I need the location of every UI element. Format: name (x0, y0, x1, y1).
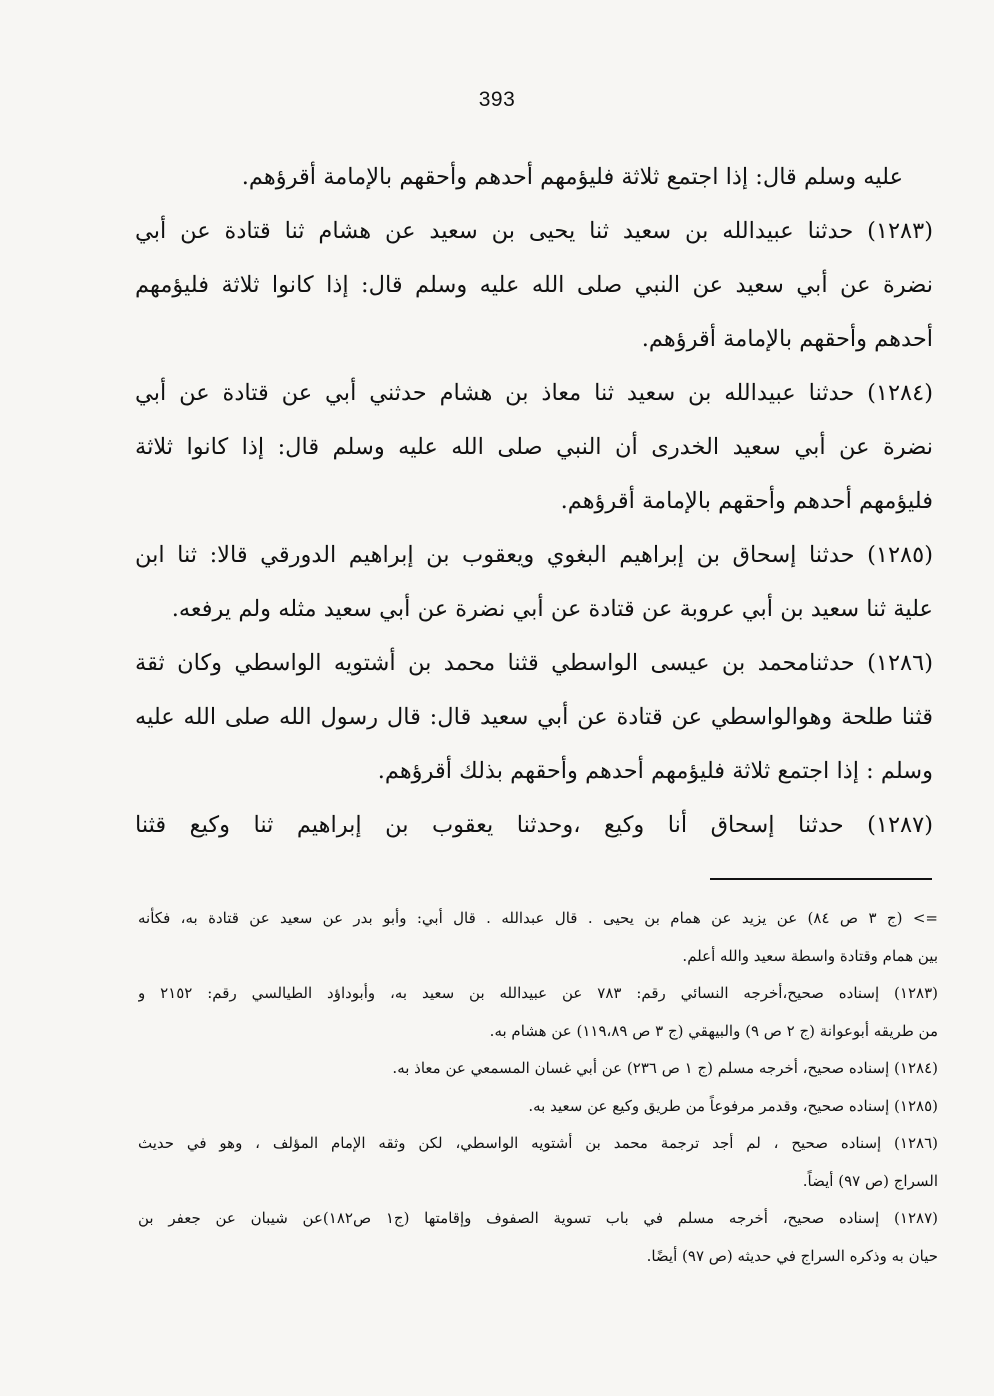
text-line: (١٢٨٦) حدثنامحمد بن عيسى الواسطي قثنا محمد بن أشتويه الواسطي وكان ثقة (135, 650, 933, 676)
footnote-line: (١٢٨٤) إسناده صحيح، أخرجه مسلم (ج ١ ص ٢٣٦) عن أبي غسان المسمعي عن معاذ به. (392, 1059, 938, 1077)
footnote-line: حيان به وذكره السراج في حديثه (ص ٩٧) أيضًا. (646, 1246, 938, 1265)
text-line: علية ثنا سعيد بن أبي عروبة عن قتادة عن أبي نضرة عن أبي سعيد مثله ولم يرفعه. (171, 596, 933, 622)
text-line: أحدهم وأحقهم بالإمامة أقرؤهم. (641, 326, 933, 352)
text-line: نضرة عن أبي سعيد عن النبي صلى الله عليه وسلم قال: إذا كانوا ثلاثة فليؤمهم (135, 272, 933, 298)
footnote-line: من طريقه أبوعوانة (ج ٢ ص ٩) والبيهقي (ج ٣ ص ١١٩،٨٩) عن هشام به. (489, 1021, 938, 1040)
footnote-line: (١٢٨٥) إسناده صحيح، وقدمر مرفوعاً من طريق وكيع عن سعيد به. (528, 1096, 938, 1115)
footnotes (138, 900, 938, 1275)
footnote-line: => (ج ٣ ص ٨٤) عن يزيد عن همام بن يحيى . قال عبدالله . قال أبي: وأبو بدر عن سعيد عن قتادة به، فكأنه (138, 909, 938, 927)
footnote-line: (١٢٨٣) إسناده صحيح،أخرجه النسائي رقم: ٧٨٣ عن عبيدالله بن سعيد به، وأبوداؤد الطيالسي رقم: ٢١٥٢ و (138, 984, 938, 1002)
footnote-line: السراج (ص ٩٧) أيضاً. (802, 1171, 938, 1190)
text-line: (١٢٨٥) حدثنا إسحاق بن إبراهيم البغوي ويعقوب بن إبراهيم الدورقي قالا: ثنا ابن (135, 542, 933, 568)
text-line: فليؤمهم أحدهم وأحقهم بالإمامة أقرؤهم. (560, 488, 933, 514)
main-text (135, 150, 933, 852)
text-line: نضرة عن أبي سعيد الخدرى أن النبي صلى الله عليه وسلم قال: إذا كانوا ثلاثة (135, 434, 933, 460)
text-line: وسلم : إذا اجتمع ثلاثة فليؤمهم أحدهم وأحقهم بذلك أقرؤهم. (377, 758, 933, 784)
page-number: 393 (478, 88, 516, 111)
text-line: (١٢٨٤) حدثنا عبيدالله بن سعيد ثنا معاذ بن هشام حدثني أبي عن قتادة عن أبي (135, 380, 933, 406)
footnote-line: بين همام وقتادة واسطة سعيد والله أعلم. (682, 946, 938, 965)
text-line: قثنا طلحة وهوالواسطي عن قتادة عن أبي سعيد قال: قال رسول الله صلى الله عليه (135, 704, 933, 730)
footnote-line: (١٢٨٧) إسناده صحيح، أخرجه مسلم في باب تسوية الصفوف وإقامتها (ج١ ص١٨٢)عن شيبان عن جعفر بن (138, 1209, 938, 1227)
text-line: (١٢٨٣) حدثنا عبيدالله بن سعيد ثنا يحيى بن سعيد عن هشام ثنا قتادة عن أبي (135, 218, 933, 244)
footnote-divider (710, 878, 932, 880)
text-line: عليه وسلم قال: إذا اجتمع ثلاثة فليؤمهم أحدهم وأحقهم بالإمامة أقرؤهم. (241, 164, 903, 190)
footnote-line: (١٢٨٦) إسناده صحيح ، لم أجد ترجمة محمد بن أشتويه الواسطي، لكن وثقه الإمام المؤلف ، وهو في حديث (138, 1134, 938, 1152)
text-line: (١٢٨٧) حدثنا إسحاق أنا وكيع ،وحدثنا يعقوب بن إبراهيم ثنا وكيع قثنا (135, 812, 933, 838)
